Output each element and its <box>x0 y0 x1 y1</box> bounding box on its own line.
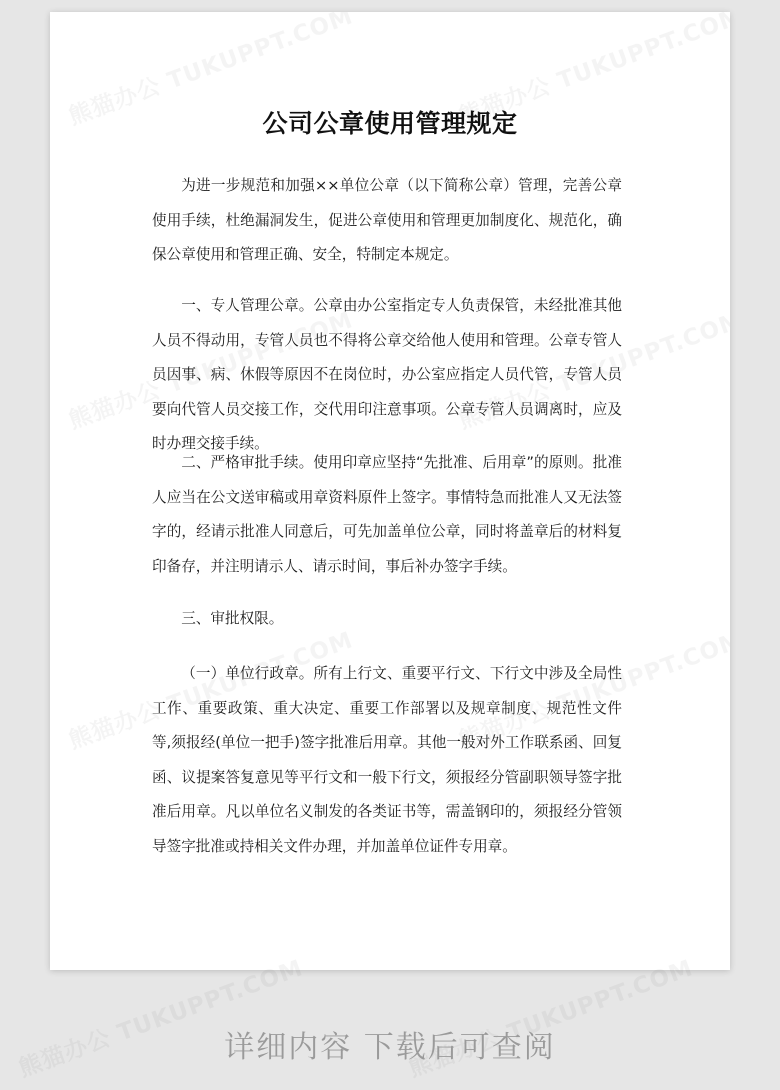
paragraph-section-2: 二、严格审批手续。使用印章应坚持“先批准、后用章”的原则。批准人应当在公文送审稿或用章资料原件上签字。事情特急而批准人又无法签字的，经请示批准人同意后，可先加盖单位公章，同时将盖章后的材料复印备存，并注明请示人、请示时间，事后补办签字手续。 <box>152 454 622 575</box>
document-page <box>50 12 730 970</box>
paragraph-section-3-heading: 三、审批权限。 <box>181 610 284 627</box>
paragraph-intro: 为进一步规范和加强××单位公章（以下简称公章）管理，完善公章使用手续，杜绝漏洞发生，促进公章使用和管理更加制度化、规范化，确保公章使用和管理正确、安全，特制定本规定。 <box>152 177 622 263</box>
paragraph-section-1: 一、专人管理公章。公章由办公室指定专人负责保管，未经批准其他人员不得动用，专管人员也不得将公章交给他人使用和管理。公章专管人员因事、病、休假等原因不在岗位时，办公室应指定人员代管，专管人员要向代管人员交接工作，交代用印注意事项。公章专管人员调离时，应及时办理交接手续。 <box>152 297 622 452</box>
document-title: 公司公章使用管理规定 <box>262 109 518 138</box>
download-hint-text: 详细内容 下载后可查阅 <box>224 1030 556 1065</box>
paragraph-section-3-1: （一）单位行政章。所有上行文、重要平行文、下行文中涉及全局性工作、重要政策、重大决定、重要工作部署以及规章制度、规范性文件等,须报经(单位一把手)签字批准后用章。其他一般对外工作联系函、回复函、议提案答复意见等平行文和一般下行文，须报经分管副职领导签字批准后用章。凡以单位名义制发的各类证书等，需盖钢印的，须报经分管领导签字批准或持相关文件办理，并加盖单位证件专用章。 <box>152 665 622 855</box>
